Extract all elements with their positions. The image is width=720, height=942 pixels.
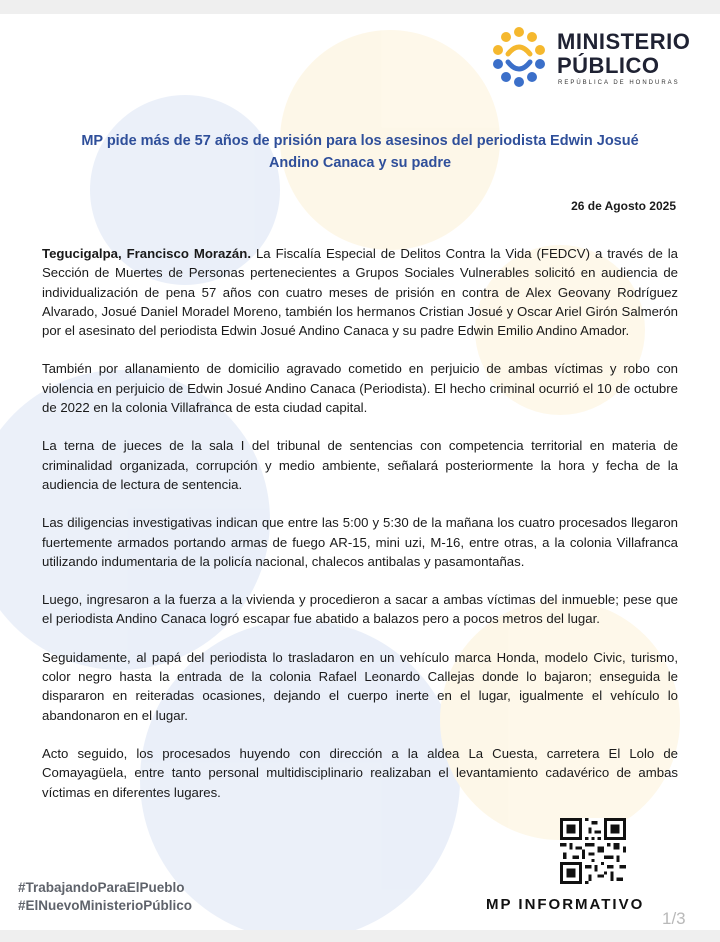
- logo-mark-icon: [488, 26, 550, 88]
- mp-informativo-label: MP INFORMATIVO: [486, 896, 645, 913]
- paragraph: Acto seguido, los procesados huyendo con dirección a la aldea La Cuesta, carretera El Lolo de Comayagüela, entre tanto personal multidisciplinario realizaban el levantamiento cadavérico de ambas víctimas en diferentes lugares.: [42, 745, 678, 800]
- paragraph: La terna de jueces de la sala I del tribunal de sentencias con competencia territorial en materia de criminalidad organizada, corrupción y medio ambiente, señalará posteriormente la hora y fecha de la audiencia de lectura de sentencia.: [42, 438, 678, 492]
- hashtag-trabajando: #TrabajandoParaElPueblo: [18, 880, 185, 895]
- page-number: 1/3: [662, 909, 686, 928]
- logo-subtitle: REPÚBLICA DE HONDURAS: [558, 80, 680, 86]
- paragraph: Seguidamente, al papá del periodista lo trasladaron en un vehículo marca Honda, modelo Civic, turismo, color negro hasta la entrada de la colonia Rafael Leonardo Callejas donde lo bajaron; enseguida le dispararon en reiteradas ocasiones, dejando el cuerpo inerte en el lugar, igualmente el vehículo lo abandonaron en el lugar.: [42, 649, 678, 723]
- release-date: 26 de Agosto 2025: [571, 199, 676, 213]
- hashtag-nuevo-ministerio: #ElNuevoMinisterioPúblico: [18, 898, 193, 913]
- paragraph: Luego, ingresaron a la fuerza a la vivienda y procedieron a sacar a ambas víctimas del inmueble; pese que el periodista Andino Canaca logró escapar fue abatido a balazos pero a pocos metros del lugar.: [42, 592, 678, 627]
- paragraph-lead: Tegucigalpa, Francisco Morazán.: [42, 246, 251, 261]
- logo-name-line1: MINISTERIO: [557, 29, 691, 54]
- bottom-bar: [0, 930, 720, 942]
- paragraph: También por allanamiento de domicilio agravado cometido en perjuicio de ambas víctimas y robo con violencia en perjuicio de Edwin Josué Andino Canaca (Periodista). El hecho criminal ocurrió el 10 de octubre de 2022 en la colonia Villafranca de esta ciudad capital.: [42, 361, 678, 416]
- paragraph: Las diligencias investigativas indican que entre las 5:00 y 5:30 de la mañana los cuatro procesados llegaron fuertemente armados portando armas de fuego AR-15, mini uzi, M-16, entre otras, a la colonia Villafranca utilizando indumentaria de la policía nacional, chalecos antibalas y pasamontañas.: [42, 515, 678, 569]
- press-release-body: [42, 244, 678, 821]
- qr-code: [560, 818, 626, 884]
- paragraph: [42, 244, 678, 340]
- press-release-title: MP pide más de 57 años de prisión para los asesinos del periodista Edwin Josué Andino Canaca y su padre: [81, 133, 639, 171]
- logo-name-line2: PÚBLICO: [557, 53, 660, 78]
- ministerio-publico-logo: [488, 26, 694, 96]
- paragraph-text: La Fiscalía Especial de Delitos Contra la Vida (FEDCV) a través de la Sección de Muertes de Personas pertenecientes a Grupos Sociales Vulnerables solicitó en audiencia de individualización de pena 57 años con cuatro meses de prisión en contra de Alex Geovany Rodríguez Alvarado, Josué Daniel Moradel Moreno, también los hermanos Cristian Josué y Oscar Ariel Girón Salmerón por el asesinato del periodista Edwin Josué Andino Canaca y su padre Edwin Emilio Andino Amador.: [42, 246, 678, 339]
